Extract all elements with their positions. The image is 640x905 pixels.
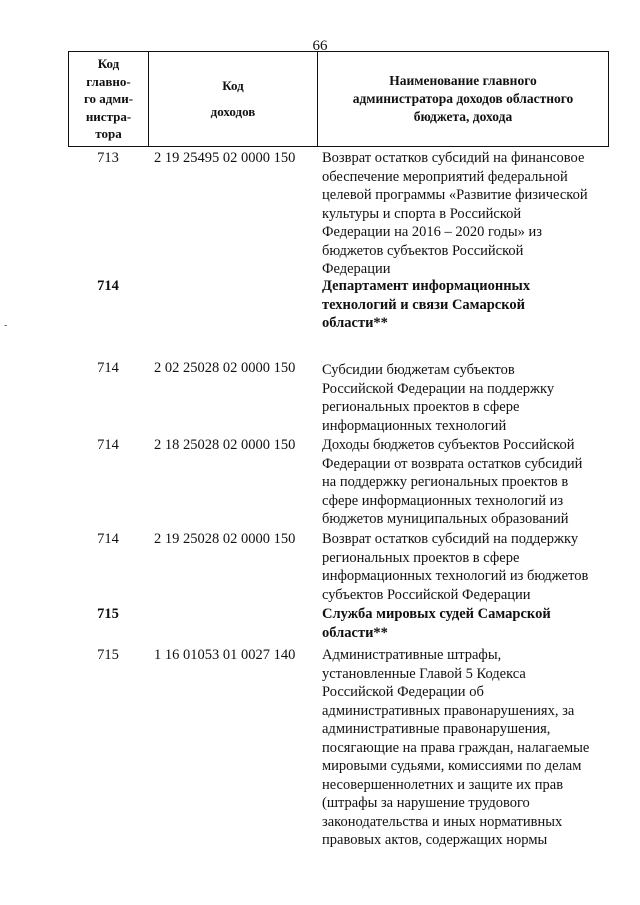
header-line: доходов bbox=[210, 104, 256, 119]
header-admin-code-text bbox=[84, 55, 133, 143]
income-name-line: Служба мировых судей Самарской bbox=[322, 606, 551, 622]
header-name bbox=[318, 52, 608, 146]
income-name-line: Административные штрафы, bbox=[322, 647, 502, 663]
admin-code: 714 bbox=[97, 531, 119, 547]
income-name-line: Федерации bbox=[322, 261, 391, 277]
income-code: 2 18 25028 02 0000 150 bbox=[154, 437, 296, 453]
department-name bbox=[322, 277, 609, 333]
income-name-line: (штрафы за нарушение трудового bbox=[322, 795, 530, 811]
income-name-line: культуры и спорта в Российской bbox=[322, 205, 522, 222]
header-income-code bbox=[149, 52, 318, 146]
table-header bbox=[68, 51, 609, 147]
header-line: Код bbox=[222, 78, 244, 93]
income-name-line: бюджетов субъектов Российской bbox=[322, 242, 524, 259]
income-name-line: региональных проектов в сфере bbox=[322, 399, 520, 415]
income-name-line: мировыми судьями, комиссиями по делам bbox=[322, 758, 582, 774]
income-code: 2 02 25028 02 0000 150 bbox=[154, 360, 296, 376]
income-name-line: административных правонарушениях, за bbox=[322, 702, 575, 719]
income-name-line: Российской Федерации на поддержку bbox=[322, 380, 555, 397]
income-name-line: субъектов Российской Федерации bbox=[322, 586, 531, 603]
header-line: бюджета, дохода bbox=[413, 109, 513, 125]
header-line: нистра- bbox=[85, 108, 132, 124]
header-line: главно- bbox=[86, 73, 131, 89]
income-name-line: правовых актов, содержащих нормы bbox=[322, 832, 548, 848]
income-name-line: на поддержку региональных проектов в bbox=[322, 474, 569, 490]
income-name-line: технологий и связи Самарской bbox=[322, 296, 525, 313]
page-number: 66 bbox=[312, 38, 328, 54]
admin-code: 713 bbox=[97, 150, 119, 166]
income-name-line: информационных технологий из бюджетов bbox=[322, 568, 589, 584]
income-name-line: региональных проектов в сфере bbox=[322, 549, 520, 566]
income-name-line: Возврат остатков субсидий на поддержку bbox=[322, 531, 579, 547]
header-line: Наименование главного bbox=[389, 72, 537, 88]
income-name-line: области** bbox=[322, 624, 388, 641]
margin-mark: - bbox=[4, 320, 8, 331]
income-name bbox=[322, 149, 609, 279]
income-name-line: обеспечение мероприятий федеральной bbox=[322, 168, 568, 185]
income-name-line: Федерации на 2016 – 2020 годы» из bbox=[322, 224, 542, 240]
income-name-line: Доходы бюджетов субъектов Российской bbox=[322, 437, 575, 453]
admin-code: 714 bbox=[97, 437, 119, 453]
admin-code: 715 bbox=[97, 606, 119, 622]
income-code: 2 19 25028 02 0000 150 bbox=[154, 531, 296, 547]
income-name-line: области** bbox=[322, 315, 388, 331]
income-name-line: установленные Главой 5 Кодекса bbox=[322, 665, 526, 682]
header-income-code-text bbox=[211, 73, 256, 125]
income-name-line: административные правонарушения, bbox=[322, 721, 551, 737]
header-line: администратора доходов областного bbox=[352, 90, 574, 106]
income-name-line: информационных технологий bbox=[322, 417, 507, 434]
income-code: 1 16 01053 01 0027 140 bbox=[154, 647, 296, 663]
income-name-line: целевой программы «Развитие физической bbox=[322, 187, 588, 203]
header-admin-code bbox=[69, 52, 149, 146]
header-line: тора bbox=[95, 126, 122, 142]
income-name-line: Возврат остатков субсидий на финансовое bbox=[322, 150, 585, 166]
admin-code: 714 bbox=[97, 360, 119, 376]
header-name-text bbox=[353, 72, 574, 127]
income-name-line: Федерации от возврата остатков субсидий bbox=[322, 455, 583, 472]
income-name bbox=[322, 530, 609, 604]
income-name-line: Департамент информационных bbox=[322, 278, 531, 294]
header-line: Код bbox=[97, 56, 120, 72]
income-name-line: несовершеннолетних и защите их прав bbox=[322, 776, 564, 793]
income-code: 2 19 25495 02 0000 150 bbox=[154, 150, 296, 166]
income-name-line: посягающие на права граждан, налагаемые bbox=[322, 739, 590, 756]
header-line: го адми- bbox=[83, 91, 134, 107]
income-name-line: Субсидии бюджетам субъектов bbox=[322, 362, 515, 378]
admin-code: 714 bbox=[97, 278, 119, 294]
income-name-line: законодательства и иных нормативных bbox=[322, 813, 563, 830]
income-name bbox=[322, 436, 609, 529]
income-name bbox=[322, 361, 609, 435]
income-name-line: сфере информационных технологий из bbox=[322, 492, 564, 509]
income-name bbox=[322, 646, 609, 850]
income-name-line: Российской Федерации об bbox=[322, 684, 484, 700]
admin-code: 715 bbox=[97, 647, 119, 663]
income-name-line: бюджетов муниципальных образований bbox=[322, 511, 569, 527]
department-name bbox=[322, 605, 609, 642]
